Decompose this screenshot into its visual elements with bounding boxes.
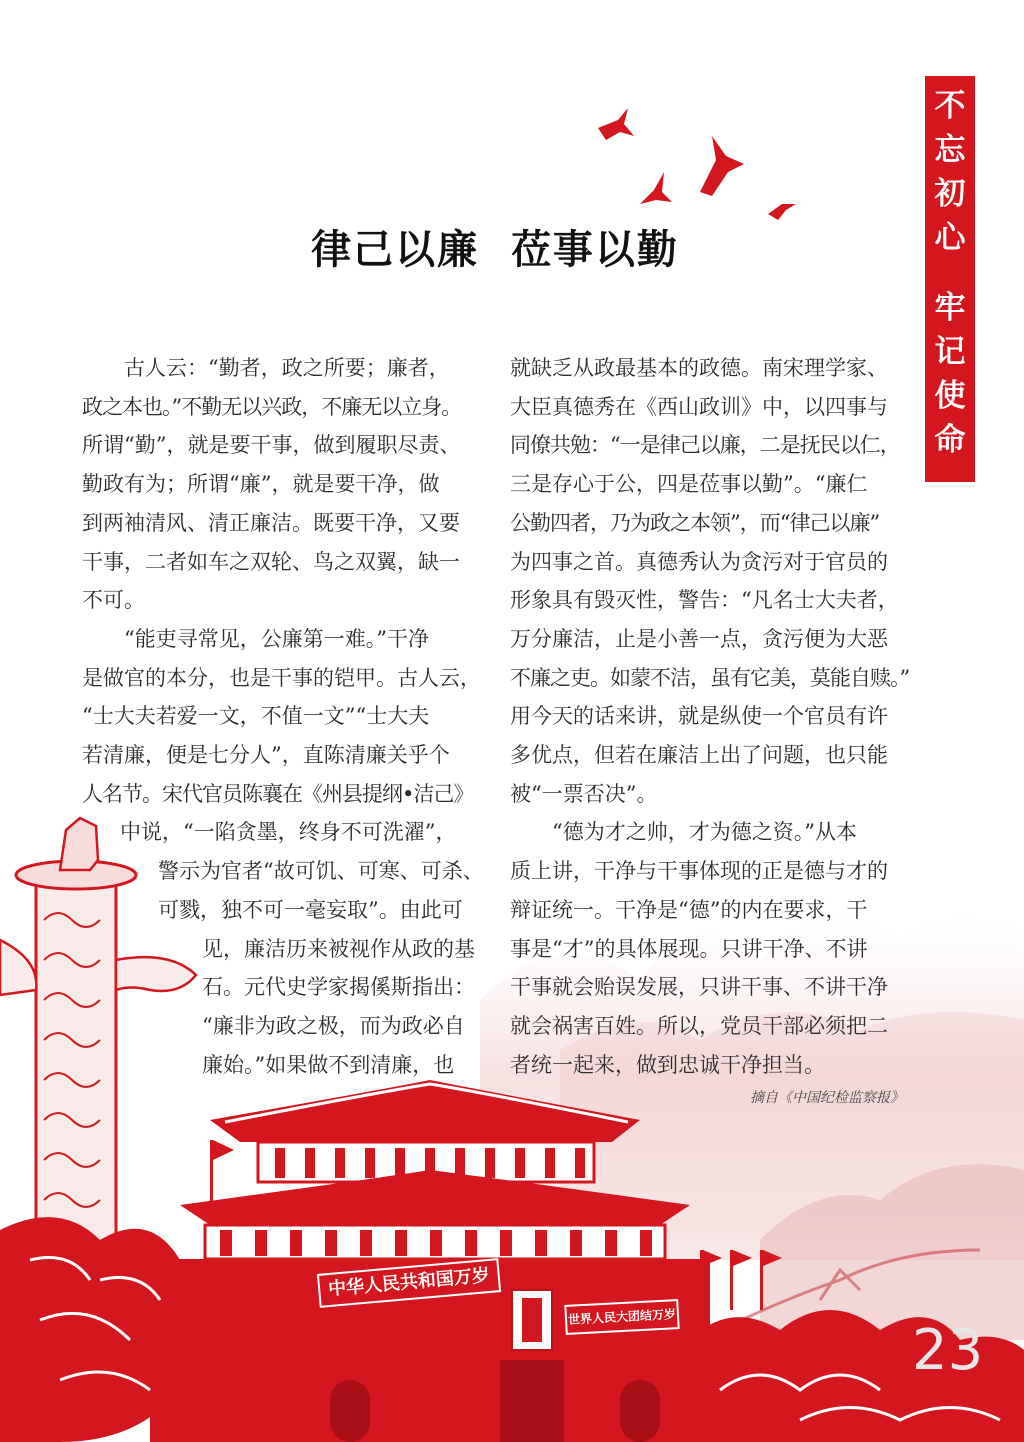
text-line: 形象具有毁灭性，警告：“凡名士大夫者， bbox=[510, 588, 899, 613]
slogan-banner bbox=[925, 76, 975, 482]
text-line: 到两袖清风、清正廉洁。既要干净，又要 bbox=[82, 510, 460, 535]
banner-char: 记 bbox=[934, 334, 966, 370]
text-line: 可戮，独不可一毫妄取”。由此可 bbox=[158, 897, 463, 922]
text-line: “能吏寻常见，公廉第一难。”干净 bbox=[124, 626, 429, 651]
text-line: “廉非为政之极，而为政必自 bbox=[202, 1013, 465, 1038]
banner-char: 心 bbox=[934, 220, 966, 256]
text-line: 若清廉，便是七分人”，直陈清廉关乎个 bbox=[82, 743, 450, 768]
text-line: “德为才之帅，才为德之资。”从本 bbox=[552, 820, 857, 845]
text-line: 被“一票否决”。 bbox=[510, 781, 658, 806]
text-line: 人名节。宋代官员陈襄在《州县提纲•洁己》 bbox=[82, 781, 474, 806]
banner-char: 忘 bbox=[934, 132, 966, 168]
text-line: 廉始。”如果做不到清廉，也 bbox=[202, 1052, 455, 1077]
text-line: 中说，“一陷贪墨，终身不可洗濯”， bbox=[120, 820, 457, 845]
text-line: 者统一起来，做到忠诚干净担当。 bbox=[510, 1052, 825, 1077]
text-line: 就会祸害百姓。所以，党员干部必须把二 bbox=[510, 1013, 888, 1038]
text-line: 质上讲，干净与干事体现的正是德与才的 bbox=[510, 859, 888, 884]
gate-banner-left: 中华人民共和国万岁 bbox=[317, 1258, 501, 1308]
text-line: 事是“才”的具体展现。只讲干净、不讲 bbox=[510, 936, 868, 961]
text-line: 是做官的本分，也是干事的铠甲。古人云， bbox=[82, 665, 481, 690]
text-line: 政之本也。”不勤无以兴政，不廉无以立身。 bbox=[82, 394, 462, 419]
text-line: 大臣真德秀在《西山政训》中，以四事与 bbox=[510, 394, 888, 419]
text-line: 用今天的话来讲，就是纵使一个官员有许 bbox=[510, 704, 888, 729]
text-line: 同僚共勉：“一是律己以廉，二是抚民以仁， bbox=[510, 433, 900, 458]
text-line: 多优点，但若在廉洁上出了问题，也只能 bbox=[510, 743, 888, 768]
text-line: 所谓“勤”，就是要干事，做到履职尽责、 bbox=[82, 433, 461, 458]
text-line: 干事就会贻误发展，只讲干事、不讲干净 bbox=[510, 975, 888, 1000]
banner-char: 命 bbox=[934, 422, 966, 458]
right-column bbox=[510, 349, 908, 1084]
gate-banner-right: 世界人民大团结万岁 bbox=[564, 1299, 679, 1335]
source-credit: 摘自《中国纪检监察报》 bbox=[750, 1090, 904, 1106]
text-line: 勤政有为；所谓“廉”，就是要干净，做 bbox=[82, 472, 440, 497]
text-line: 不可。 bbox=[82, 588, 145, 613]
banner-char: 不 bbox=[934, 88, 966, 124]
text-line: 为四事之首。真德秀认为贪污对于官员的 bbox=[510, 549, 888, 574]
text-line: 不廉之吏。如蒙不洁，虽有它美，莫能自赎。” bbox=[510, 665, 910, 690]
left-column bbox=[82, 349, 482, 1084]
text-line: 辩证统一。干净是“德”的内在要求，干 bbox=[510, 897, 868, 922]
banner-char: 牢 bbox=[934, 290, 966, 326]
banner-char: 初 bbox=[934, 176, 966, 212]
text-line: 三是存心于公，四是莅事以勤”。“廉仁 bbox=[510, 472, 868, 497]
text-line: 公勤四者，乃为政之本领”，而“律己以廉” bbox=[510, 510, 880, 535]
birds-icon bbox=[598, 108, 796, 220]
text-line: 古人云：“勤者，政之所要；廉者， bbox=[124, 356, 450, 380]
text-line: 就缺乏从政最基本的政德。南宋理学家、 bbox=[510, 356, 888, 380]
text-line: 万分廉洁，止是小善一点，贪污便为大恶 bbox=[510, 626, 888, 651]
text-line: “士大夫若爱一文，不值一文”“士大夫 bbox=[82, 704, 430, 729]
text-line: 见，廉洁历来被视作从政的基 bbox=[202, 936, 475, 961]
banner-char: 使 bbox=[934, 378, 966, 414]
page-number: 23 bbox=[912, 1318, 984, 1383]
text-line: 警示为官者“故可饥、可寒、可杀、 bbox=[158, 859, 484, 884]
text-line: 干事，二者如车之双轮、鸟之双翼，缺一 bbox=[82, 549, 460, 574]
text-line: 石。元代史学家揭傒斯指出： bbox=[202, 975, 475, 1000]
article-title: 律己以廉 莅事以勤 bbox=[311, 226, 679, 273]
